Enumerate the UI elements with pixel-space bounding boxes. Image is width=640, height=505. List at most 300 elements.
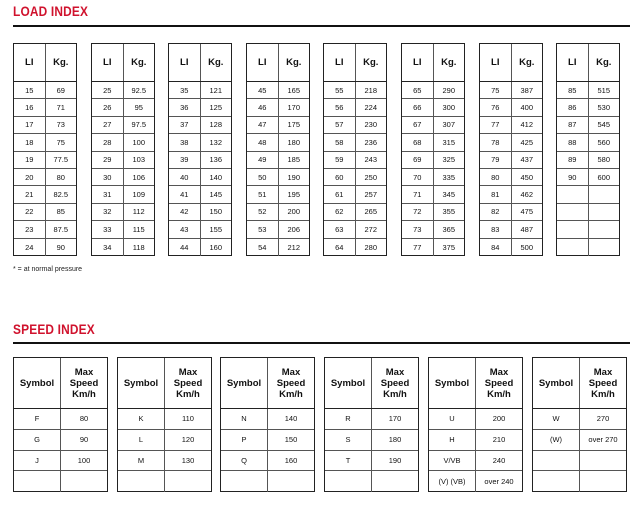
kg-value: 97.5 [131,120,147,130]
li-value: 35 [169,82,201,98]
li-value: 26 [92,99,124,115]
load-table [556,43,620,256]
load-table-row [169,239,231,256]
symbol-header: Symbol [221,358,268,408]
speed-table-header [325,358,418,409]
speed-value: 190 [388,455,402,465]
li-header: LI [402,44,434,81]
kg-value: 375 [442,242,455,252]
kg-value: 87.5 [53,224,69,234]
li-header: LI [557,44,589,81]
load-table-row [247,152,309,169]
speed-value [165,471,211,492]
load-table [246,43,310,256]
kg-value: 185 [287,155,300,165]
li-value: 20 [14,169,46,185]
kg-value: 515 [597,85,610,95]
load-table-row [92,186,154,203]
li-value: 21 [14,186,46,202]
speed-table-row [325,471,418,492]
li-value: 81 [480,186,512,202]
load-table [13,43,77,256]
li-value: 86 [557,99,589,115]
li-value: 48 [247,134,279,150]
li-value: 56 [324,99,356,115]
speed-table-row [118,430,211,451]
kg-value: 112 [132,207,145,217]
load-table-row [402,239,464,256]
load-table-row [14,82,76,99]
max-speed-header: Max Speed Km/h [484,366,514,400]
kg-value: 73 [56,120,65,130]
kg-value: 165 [287,85,300,95]
speed-table-row [14,451,107,472]
load-table-row [14,221,76,238]
li-value: 82 [480,204,512,220]
li-value: 30 [92,169,124,185]
load-table-row [557,239,619,256]
speed-value: over 270 [588,435,618,445]
kg-value: 212 [287,242,300,252]
load-table-row [324,221,386,238]
speed-table-header [118,358,211,409]
li-value: 39 [169,152,201,168]
speed-table-row [325,409,418,430]
kg-value: 155 [209,224,222,234]
speed-table-row [118,451,211,472]
speed-table-row [221,409,314,430]
kg-value: 103 [132,155,145,165]
li-value: 33 [92,221,124,237]
load-table-row [480,82,542,99]
kg-value: 387 [520,85,533,95]
speed-value: 160 [284,455,298,465]
li-value: 76 [480,99,512,115]
kg-value: 180 [287,137,300,147]
load-table-row [247,239,309,256]
speed-table-row [221,471,314,492]
li-value: 36 [169,99,201,115]
speed-symbol: K [118,409,165,429]
load-table-header [402,44,464,82]
li-value: 66 [402,99,434,115]
max-speed-header: Max Speed Km/h [173,366,203,400]
speed-table-row [118,409,211,430]
load-index-footnote: * = at normal pressure [13,266,83,273]
kg-value: 175 [287,120,300,130]
load-table-row [169,134,231,151]
kg-value: 230 [364,120,377,130]
li-value: 67 [402,117,434,133]
li-value: 85 [557,82,589,98]
load-table-row [169,221,231,238]
kg-value: 115 [132,224,145,234]
load-table-row [169,152,231,169]
li-value: 89 [557,152,589,168]
kg-header: Kg. [286,57,302,68]
speed-table-row [14,430,107,451]
load-table-row [557,221,619,238]
load-table-row [402,186,464,203]
speed-value: 270 [596,414,610,424]
load-table-row [480,239,542,256]
kg-value: 190 [287,172,300,182]
speed-table-row [221,430,314,451]
load-table-row [402,99,464,116]
load-table-row [557,117,619,134]
li-header: LI [324,44,356,81]
speed-table-header [533,358,626,409]
kg-value: 580 [597,155,610,165]
kg-value: 250 [364,172,377,182]
kg-value: 140 [209,172,222,182]
speed-table-header [221,358,314,409]
speed-value: 100 [77,455,91,465]
speed-symbol: Q [221,451,268,471]
kg-value: 150 [209,207,222,217]
kg-value: 560 [597,137,610,147]
speed-symbol: P [221,430,268,450]
max-speed-header: Max Speed Km/h [588,366,618,400]
symbol-header: Symbol [14,358,61,408]
li-header: LI [247,44,279,81]
li-value: 53 [247,221,279,237]
load-table-row [402,152,464,169]
speed-symbol [221,471,268,492]
load-table-row [92,117,154,134]
load-table-row [92,99,154,116]
kg-value: 170 [287,103,300,113]
li-value: 72 [402,204,434,220]
load-index-title: LOAD INDEX [13,3,89,19]
speed-table-row [429,471,522,492]
speed-value: 110 [182,414,194,424]
speed-value: 210 [492,435,506,445]
load-table-row [402,117,464,134]
load-table-row [480,169,542,186]
load-table-header [324,44,386,82]
speed-symbol: R [325,409,372,429]
kg-value: 92.5 [131,85,147,95]
load-table-row [557,152,619,169]
load-table-header [480,44,542,82]
load-table-row [247,82,309,99]
li-header: LI [480,44,512,81]
li-value: 51 [247,186,279,202]
load-table-row [324,239,386,256]
speed-table [117,357,212,492]
kg-value: 80 [56,172,65,182]
kg-value: 300 [442,103,455,113]
load-table-row [402,204,464,221]
speed-value: 140 [284,414,298,424]
li-value: 63 [324,221,356,237]
load-table-row [324,204,386,221]
li-value: 79 [480,152,512,168]
li-value: 16 [14,99,46,115]
symbol-header: Symbol [118,358,165,408]
kg-value: 280 [364,242,377,252]
load-table-row [169,169,231,186]
li-value: 65 [402,82,434,98]
load-table-row [14,99,76,116]
kg-value: 425 [520,137,533,147]
kg-value [589,186,620,202]
speed-table [324,357,419,492]
load-index-divider [13,25,630,27]
speed-symbol: V/VB [429,451,476,471]
kg-header: Kg. [596,57,612,68]
load-table-row [14,239,76,256]
li-value: 40 [169,169,201,185]
load-table-row [480,134,542,151]
speed-value: 80 [79,414,89,424]
load-table-row [324,152,386,169]
load-table [401,43,465,256]
li-value: 19 [14,152,46,168]
load-table-row [402,221,464,238]
li-value [557,186,589,202]
speed-table-header [429,358,522,409]
load-table-row [480,117,542,134]
load-table-row [402,82,464,99]
load-table-row [247,99,309,116]
load-table-row [247,117,309,134]
kg-value: 315 [442,137,455,147]
load-table-row [324,117,386,134]
speed-value [61,471,107,492]
speed-value: 170 [388,414,402,424]
kg-value: 121 [209,85,222,95]
load-table-row [14,152,76,169]
load-table-row [402,134,464,151]
speed-value [372,471,418,492]
li-value: 88 [557,134,589,150]
li-value: 50 [247,169,279,185]
kg-value: 160 [209,242,222,252]
li-value: 46 [247,99,279,115]
kg-value: 307 [442,120,455,130]
li-value: 49 [247,152,279,168]
li-value: 47 [247,117,279,133]
load-table-row [324,82,386,99]
load-table-header [169,44,231,82]
li-value: 42 [169,204,201,220]
kg-value: 530 [597,103,610,113]
load-table-row [247,204,309,221]
kg-value: 75 [56,137,65,147]
speed-symbol: M [118,451,165,471]
kg-value: 325 [442,155,455,165]
speed-table [13,357,108,492]
load-table-header [92,44,154,82]
li-value [557,239,589,256]
li-value: 61 [324,186,356,202]
li-value: 80 [480,169,512,185]
load-table-row [169,186,231,203]
kg-value: 136 [209,155,222,165]
li-value: 87 [557,117,589,133]
speed-value: 240 [492,455,506,465]
load-table-row [14,134,76,151]
speed-value: 150 [284,435,298,445]
load-table-row [480,186,542,203]
kg-value: 290 [442,85,455,95]
speed-value [268,471,314,492]
kg-value: 345 [442,190,455,200]
kg-value: 265 [364,207,377,217]
speed-table [428,357,523,492]
load-table-row [324,99,386,116]
load-table-row [92,82,154,99]
load-table-row [169,82,231,99]
speed-table-row [533,471,626,492]
speed-symbol: W [533,409,580,429]
max-speed-header: Max Speed Km/h [69,366,99,400]
li-value: 23 [14,221,46,237]
speed-index-tables [13,357,630,494]
kg-value: 106 [132,172,145,182]
kg-value: 132 [209,137,222,147]
speed-value [580,451,626,471]
kg-value: 462 [520,190,533,200]
li-value: 45 [247,82,279,98]
li-value: 22 [14,204,46,220]
kg-value: 128 [209,120,222,130]
load-table-row [324,134,386,151]
speed-symbol: N [221,409,268,429]
kg-header: Kg. [441,57,457,68]
li-value: 52 [247,204,279,220]
speed-symbol: U [429,409,476,429]
kg-value: 243 [364,155,377,165]
li-value: 73 [402,221,434,237]
load-table [323,43,387,256]
kg-value: 145 [209,190,222,200]
kg-value: 600 [597,172,610,182]
li-value: 37 [169,117,201,133]
kg-value: 195 [287,190,300,200]
speed-table-row [533,451,626,472]
load-table-row [169,99,231,116]
li-value: 75 [480,82,512,98]
li-value: 25 [92,82,124,98]
load-table-row [92,169,154,186]
speed-table-row [325,430,418,451]
kg-value: 437 [520,155,533,165]
load-table-row [557,204,619,221]
load-table-row [557,134,619,151]
load-table [91,43,155,256]
kg-value: 71 [56,103,65,113]
kg-value: 218 [364,85,377,95]
load-table-header [557,44,619,82]
load-table-row [14,204,76,221]
kg-header: Kg. [131,57,147,68]
speed-table-row [429,451,522,472]
load-table-row [247,186,309,203]
load-table-row [324,186,386,203]
li-header: LI [14,44,46,81]
li-value: 70 [402,169,434,185]
kg-value: 272 [364,224,377,234]
kg-value: 475 [520,207,533,217]
li-value: 57 [324,117,356,133]
kg-header: Kg. [208,57,224,68]
speed-symbol: L [118,430,165,450]
kg-value: 100 [132,137,145,147]
li-value: 60 [324,169,356,185]
li-value: 32 [92,204,124,220]
speed-table-row [325,451,418,472]
li-header: LI [92,44,124,81]
speed-table-row [221,451,314,472]
kg-value: 487 [520,224,533,234]
li-value: 28 [92,134,124,150]
kg-value: 365 [442,224,455,234]
speed-value: 200 [492,414,506,424]
kg-value: 450 [520,172,533,182]
kg-value: 85 [56,207,65,217]
kg-value [589,239,620,256]
li-value: 34 [92,239,124,256]
speed-value: 130 [181,455,195,465]
kg-value: 500 [520,242,533,252]
kg-value: 82.5 [53,190,69,200]
symbol-header: Symbol [533,358,580,408]
kg-value: 69 [56,85,65,95]
speed-symbol: J [14,451,61,471]
kg-value: 412 [520,120,533,130]
speed-symbol: (V) (VB) [429,471,476,492]
load-table-row [557,99,619,116]
max-speed-header: Max Speed Km/h [276,366,306,400]
load-table-row [247,134,309,151]
speed-table-row [14,409,107,430]
li-value: 29 [92,152,124,168]
li-value: 55 [324,82,356,98]
speed-symbol: (W) [533,430,580,450]
load-table-row [247,169,309,186]
kg-value: 125 [209,103,222,113]
kg-header: Kg. [363,57,379,68]
li-value: 90 [557,169,589,185]
load-table-row [92,221,154,238]
kg-value: 335 [442,172,455,182]
speed-value: 90 [79,435,89,445]
speed-table-row [533,409,626,430]
speed-symbol [533,451,580,471]
load-table-row [14,117,76,134]
load-table-row [480,152,542,169]
load-table-row [92,204,154,221]
li-value: 83 [480,221,512,237]
speed-value: 180 [388,435,402,445]
load-table-row [480,204,542,221]
kg-value: 95 [134,103,143,113]
speed-symbol: T [325,451,372,471]
li-value: 62 [324,204,356,220]
speed-value: 120 [181,435,195,445]
kg-value: 257 [364,190,377,200]
load-table-row [169,117,231,134]
kg-value: 224 [364,103,377,113]
li-value: 78 [480,134,512,150]
speed-table-row [429,430,522,451]
load-table-row [14,169,76,186]
li-value: 31 [92,186,124,202]
load-table-row [247,221,309,238]
